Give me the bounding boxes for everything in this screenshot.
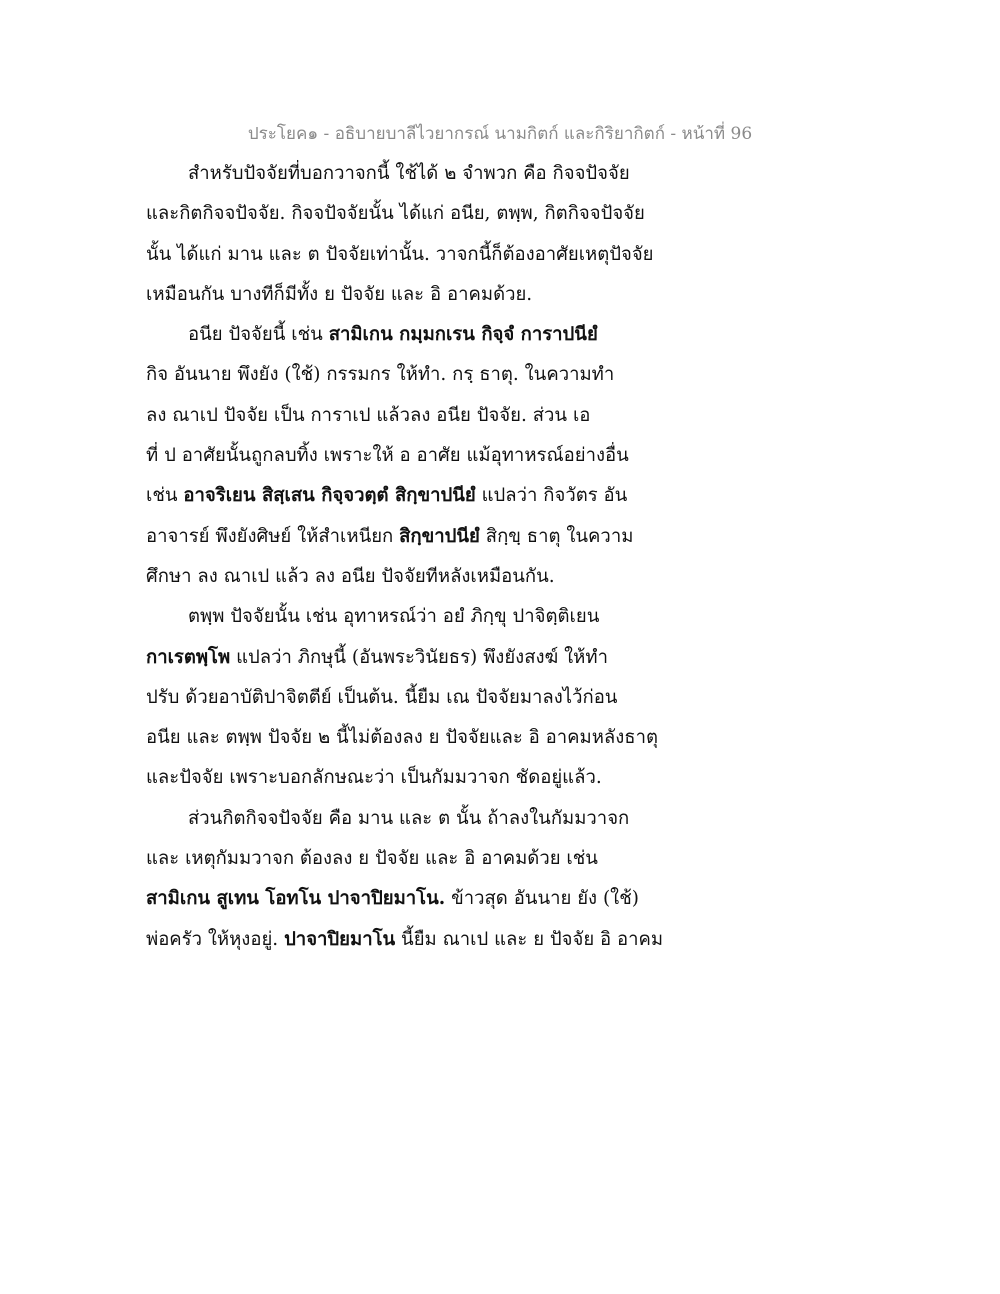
- text-segment: สิกฺขฺ ธาตุ ในความ: [479, 525, 634, 547]
- text-segment: ปรับ ด้วยอาบัติปาจิตตีย์ เป็นต้น. นี้ยืม เณ ปัจจัยมาลงไว้ก่อน: [146, 686, 618, 708]
- text-segment: เช่น: [146, 485, 184, 507]
- text-line: [146, 235, 706, 275]
- body-text: [146, 154, 706, 960]
- text-segment: ส่วนกิตกิจจปัจจัย คือ มาน และ ต นั้น ถ้าลงในกัมมวาจก: [188, 807, 630, 829]
- text-line: [146, 476, 706, 516]
- text-line: [146, 154, 706, 194]
- text-line: [146, 799, 706, 839]
- text-segment: และ เหตุกัมมวาจก ต้องลง ย ปัจจัย และ อิ อาคมด้วย เช่น: [146, 848, 598, 870]
- page-header: ประโยค๑ - อธิบายบาลีไวยากรณ์ นามกิตก์ และกิริยากิตก์ - หน้าที่ 96: [247, 124, 753, 144]
- text-segment: ข้าวสุด อันนาย ยัง (ใช้): [445, 888, 639, 910]
- text-segment: แปลว่า ภิกษุนี้ (อันพระวินัยธร) พึงยังสงฆ์ ให้ทำ: [230, 646, 608, 668]
- pali-example: สิกฺขาปนียํ: [399, 525, 480, 547]
- text-segment: อาจารย์ พึงยังศิษย์ ให้สำเหนียก: [146, 525, 400, 547]
- pali-example: สามิเกน กมฺมกเรน กิจฺจํ การาปนียํ: [328, 324, 598, 346]
- text-segment: สำหรับปัจจัยที่บอกวาจกนี้ ใช้ได้ ๒ จำพวก คือ กิจจปัจจัย: [188, 163, 630, 184]
- pali-example: กาเรตพฺโพ: [146, 646, 231, 668]
- text-segment: แปลว่า กิจวัตร อัน: [475, 485, 628, 507]
- text-segment: นี้ยืม ณาเป และ ย ปัจจัย อิ อาคม: [395, 928, 664, 950]
- text-line: [146, 557, 706, 597]
- text-segment: ลง ณาเป ปัจจัย เป็น การาเป แล้วลง อนีย ปัจจัย. ส่วน เอ: [146, 404, 591, 426]
- text-segment: เหมือนกัน บางทีก็มีทั้ง ย ปัจจัย และ อิ อาคมด้วย.: [146, 283, 533, 305]
- text-segment: ศึกษา ลง ณาเป แล้ว ลง อนีย ปัจจัยทีหลังเหมือนกัน.: [146, 565, 555, 587]
- pali-example: อาจริเยน สิสฺเสน กิจฺจวตฺตํ สิกฺขาปนียํ: [183, 485, 476, 507]
- text-segment: กิจ อันนาย พึงยัง (ใช้) กรรมกร ให้ทำ. กรฺ ธาตุ. ในความทำ: [146, 364, 615, 386]
- text-line: [146, 396, 706, 436]
- text-segment: และกิตกิจจปัจจัย. กิจจปัจจัยนั้น ได้แก่ อนีย, ตพฺพ, กิตกิจจปัจจัย: [146, 203, 645, 225]
- text-segment: นั้น ได้แก่ มาน และ ต ปัจจัยเท่านั้น. วาจกนี้ก็ต้องอาศัยเหตุปัจจัย: [146, 243, 654, 265]
- text-line: [146, 194, 706, 234]
- text-line: [146, 275, 706, 315]
- text-line: [146, 879, 706, 919]
- pali-example: สามิเกน สูเทน โอทโน ปาจาปิยมาโน.: [146, 888, 446, 910]
- text-segment: ตพฺพ ปัจจัยนั้น เช่น อุทาหรณ์ว่า อยํ ภิกฺขุ ปาจิตฺติเยน: [188, 606, 600, 628]
- text-segment: พ่อครัว ให้หุงอยู่.: [146, 928, 285, 950]
- text-line: [146, 758, 706, 798]
- text-line: [146, 597, 706, 637]
- text-segment: และปัจจัย เพราะบอกลักษณะว่า เป็นกัมมวาจก ชัดอยู่แล้ว.: [146, 767, 602, 789]
- text-line: [146, 517, 706, 557]
- text-line: [146, 436, 706, 476]
- pali-example: ปาจาปิยมาโน: [284, 928, 396, 950]
- text-line: [146, 678, 706, 718]
- text-line: [146, 839, 706, 879]
- text-segment: อนีย และ ตพฺพ ปัจจัย ๒ นี้ไม่ต้องลง ย ปัจจัยและ อิ อาคมหลังธาตุ: [146, 727, 658, 749]
- text-line: [146, 718, 706, 758]
- text-line: [146, 920, 706, 960]
- text-line: [146, 315, 706, 355]
- text-segment: อนีย ปัจจัยนี้ เช่น: [188, 324, 329, 346]
- text-line: [146, 355, 706, 395]
- text-segment: ที่ ป อาศัยนั้นถูกลบทิ้ง เพราะให้ อ อาศัย แม้อุทาหรณ์อย่างอื่น: [146, 445, 629, 467]
- text-line: [146, 638, 706, 678]
